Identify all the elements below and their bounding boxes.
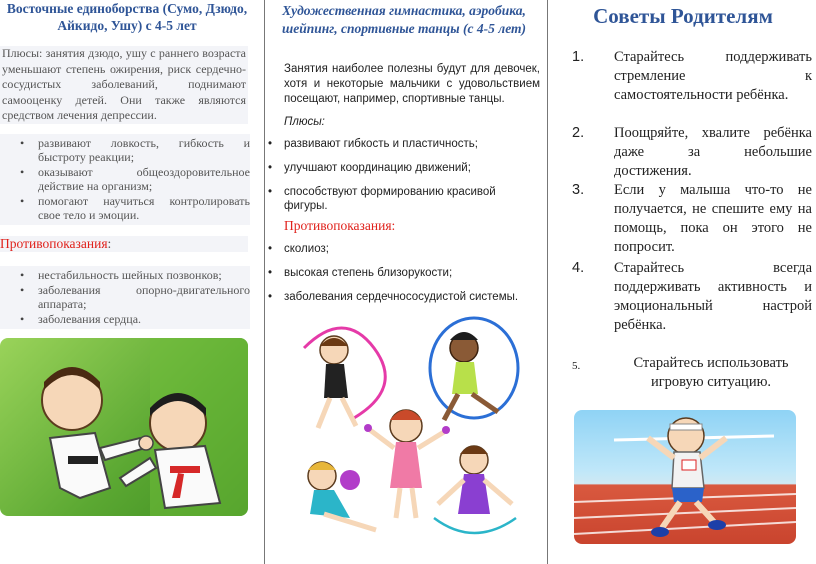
advice-number: 5.: [572, 360, 581, 372]
list-item: • помогают научиться контролировать свое тело и эмоции.: [0, 194, 250, 222]
martial-arts-intro: Плюсы: занятия дзюдо, ушу с раннего возраста уменьшают степень ожирения, риск сердечно-сосудистых заболеваний, поднимают самооценку детей. Они также являются средством лечения депрессии.: [2, 46, 246, 122]
list-item: [572, 124, 812, 181]
list-item: • заболевания опорно-двигательного аппарата;: [0, 283, 250, 311]
runner-boy-illustration: [574, 410, 796, 544]
advice-text: Если у малыша что-то не получается, не спешите ему на помощь, пока он этого не попросит.: [614, 182, 812, 255]
list-item: [572, 354, 812, 392]
list-item: [572, 48, 812, 105]
advice-number: 1.: [572, 49, 585, 65]
martial-arts-title: Восточные единоборства (Сумо, Дзюдо, Айкидо, Ушу) с 4-5 лет: [6, 1, 248, 33]
gymnastics-title: Художественная гимнастика, аэробика, шейпинг, спортивные танцы (с 4-5 лет): [281, 3, 527, 36]
list-item: [572, 259, 812, 335]
advice-number: 2.: [572, 125, 585, 141]
advice-text: Старайтесь всегда поддерживать активность и эмоциональный настрой ребёнка.: [614, 260, 812, 333]
gymnastics-contra-heading: Противопоказания:: [284, 218, 396, 233]
list-item: • заболевания сердечнососудистой системы.: [268, 290, 540, 304]
list-item: • сколиоз;: [268, 242, 540, 256]
gymnastics-intro: Занятия наиболее полезны будут для девочек, хотя и некоторые мальчики с удовольствием посещают, например, спортивные танцы.: [284, 63, 540, 105]
advice-text: Поощряйте, хвалите ребёнка даже за небольшие достижения.: [614, 125, 812, 179]
advice-number: 4.: [572, 260, 585, 276]
column-gymnastics: [268, 0, 546, 564]
advice-number: 3.: [572, 182, 585, 198]
gymnastics-pros-heading: Плюсы:: [284, 116, 325, 128]
contra-heading-colon: :: [107, 236, 112, 251]
martial-arts-contra-list: [0, 266, 250, 329]
column-martial-arts: [0, 0, 262, 564]
column-divider: [264, 0, 265, 564]
advice-text: Старайтесь использовать игровую ситуацию.: [633, 355, 789, 390]
column-parent-advice: [552, 0, 816, 564]
list-item: • способствуют формированию красивой фигуры.: [268, 185, 540, 213]
karate-kids-illustration: [0, 338, 248, 516]
martial-arts-contra-heading: [0, 236, 248, 252]
gymnastics-pros-list: [268, 137, 540, 223]
martial-arts-pros-list: [0, 134, 250, 225]
advice-title: Советы Родителям: [593, 4, 773, 28]
gymnastics-kids-illustration: [284, 308, 540, 548]
gymnastics-contra-list: [268, 242, 540, 314]
list-item: • высокая степень близорукости;: [268, 266, 540, 280]
list-item: • развивают ловкость, гибкость и быстроту реакции;: [0, 136, 250, 164]
list-item: • улучшают координацию движений;: [268, 161, 540, 175]
advice-text: Старайтесь поддерживать стремление к самостоятельности ребёнка.: [614, 49, 812, 103]
contra-heading-text: Противопоказания: [0, 236, 108, 251]
list-item: • нестабильность шейных позвонков;: [0, 268, 250, 282]
list-item: • развивают гибкость и пластичность;: [268, 137, 540, 151]
list-item: • оказывают общеоздоровительное действие на организм;: [0, 165, 250, 193]
list-item: [572, 181, 812, 257]
column-divider: [547, 0, 548, 564]
list-item: • заболевания сердца.: [0, 312, 250, 326]
